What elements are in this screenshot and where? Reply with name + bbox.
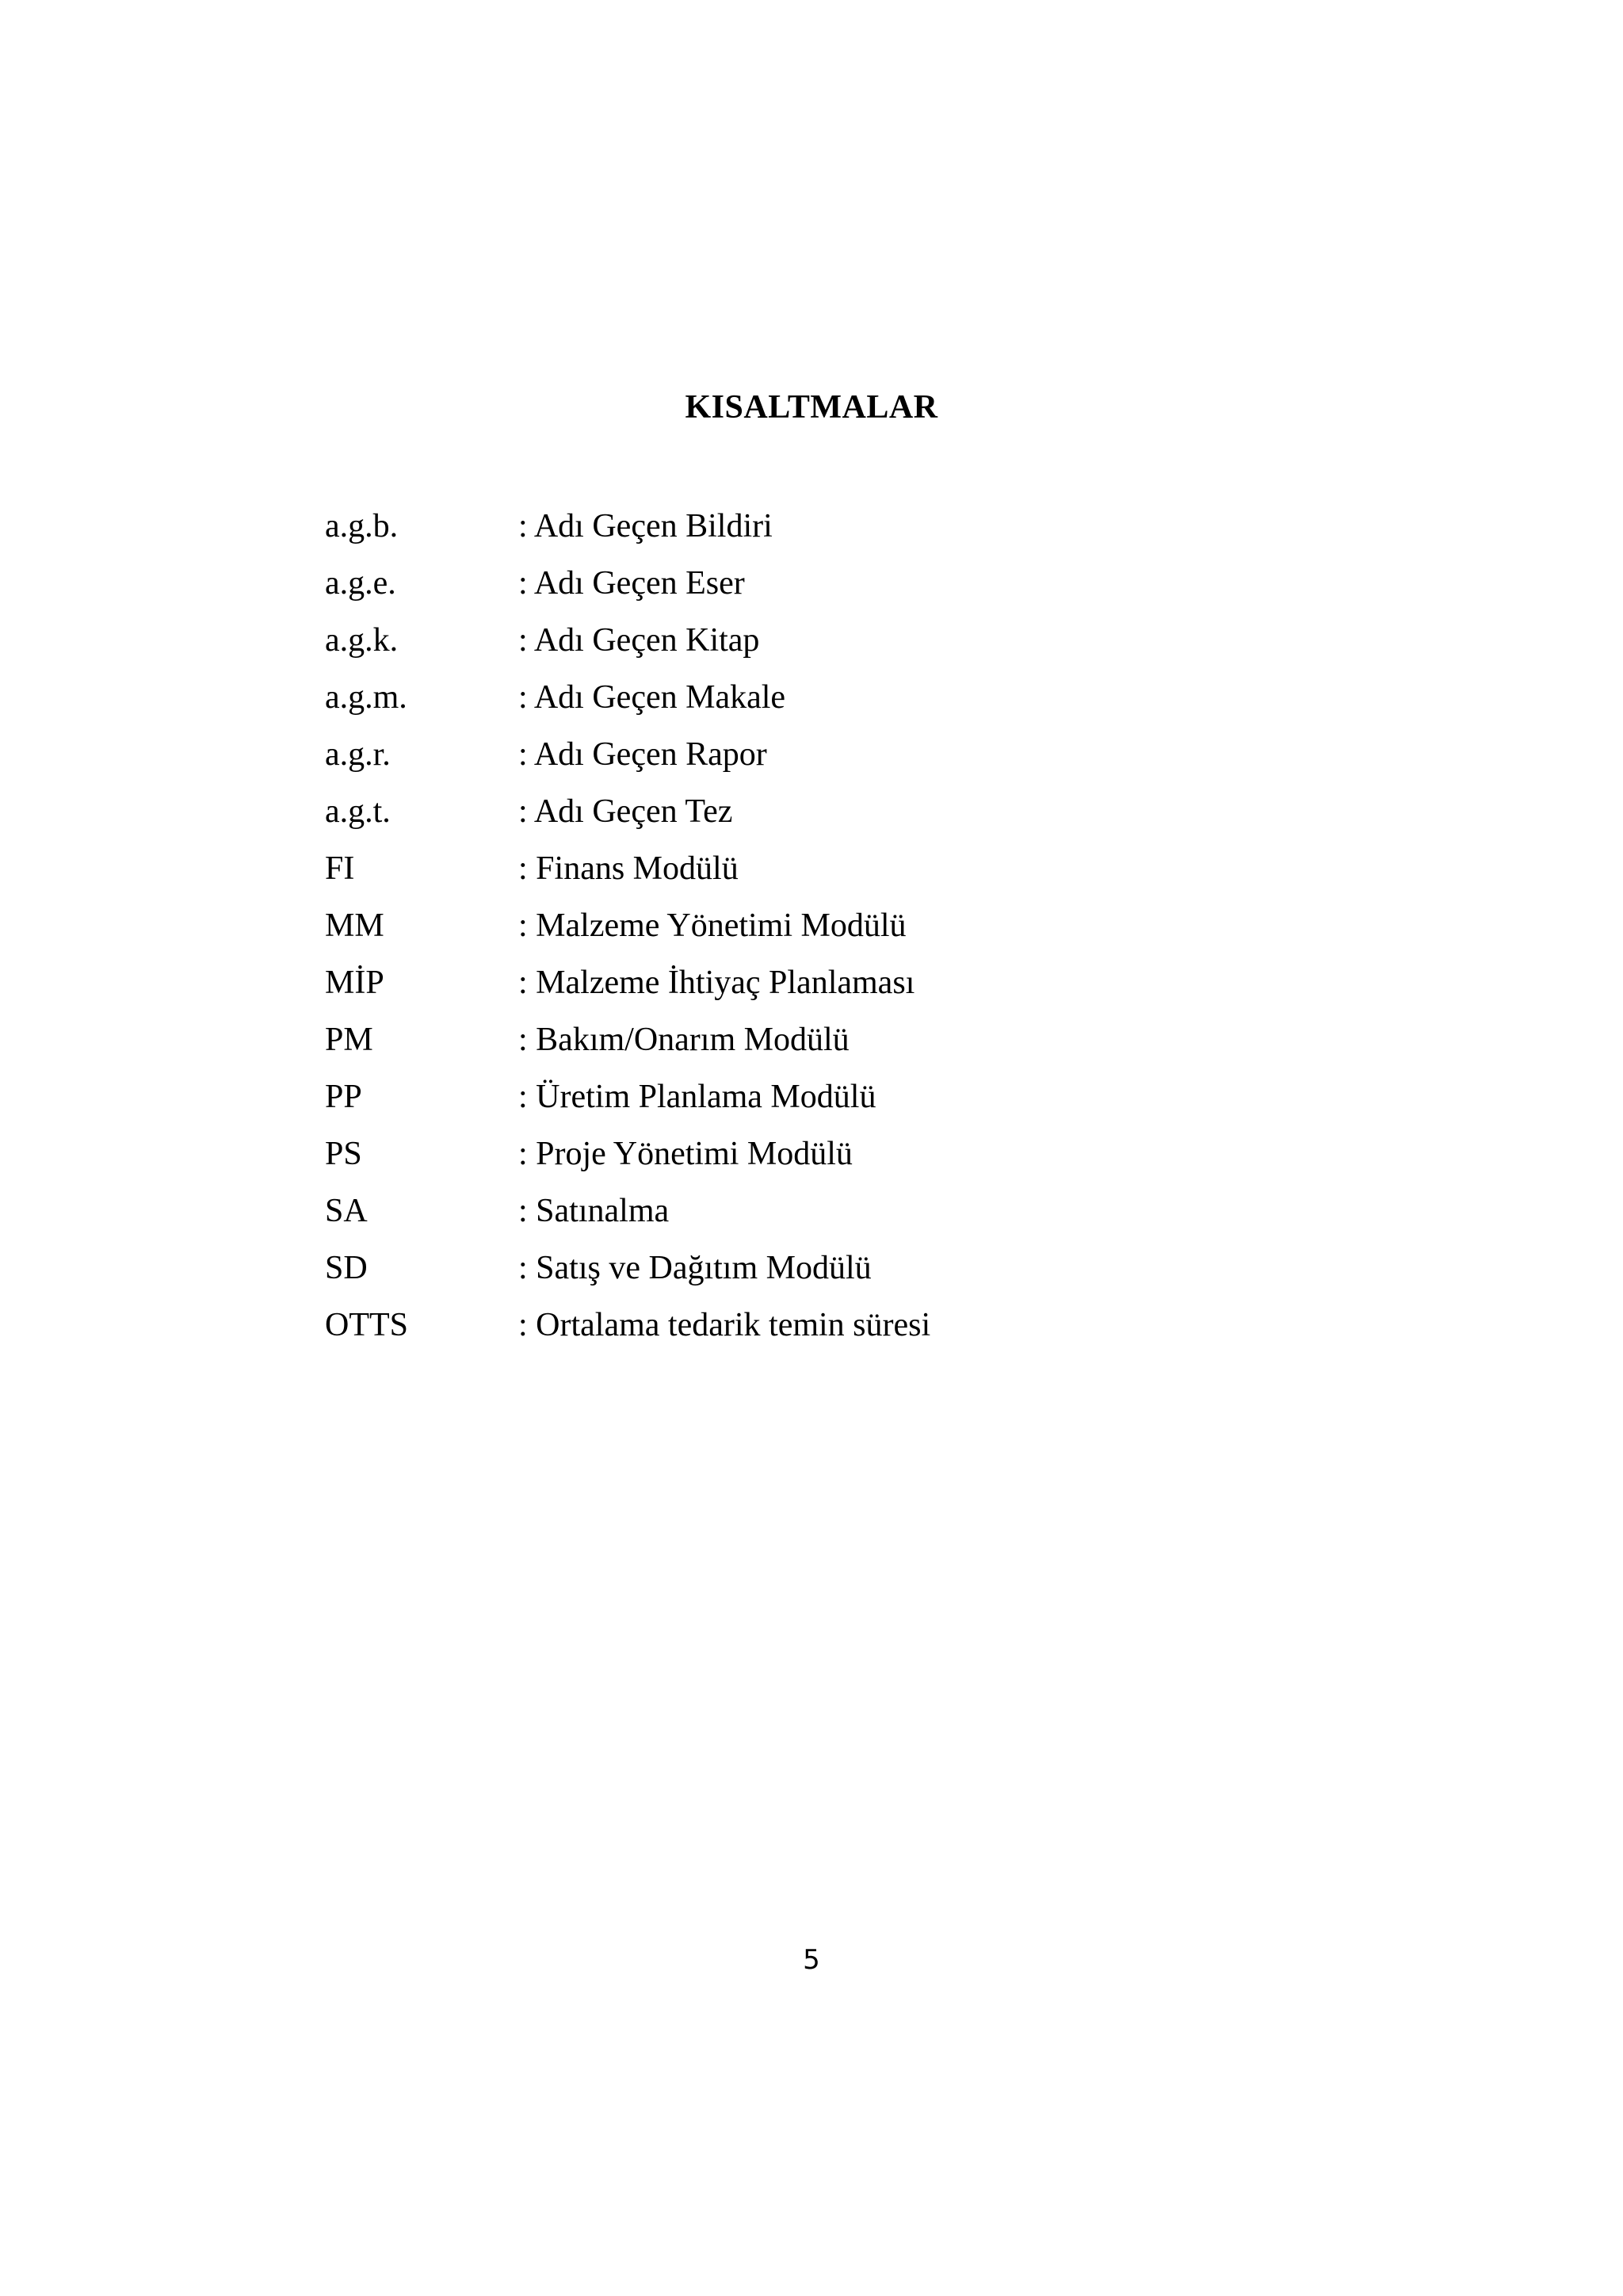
abbreviation-term: a.g.k. [325,622,399,659]
abbreviation-definition: : Proje Yönetimi Modülü [518,1136,853,1172]
abbreviation-term: MM [325,907,384,944]
list-item [325,555,1434,612]
abbreviation-definition: : Malzeme İhtiyaç Planlaması [518,965,915,1001]
abbreviation-term: a.g.b. [325,508,399,544]
abbreviation-definition: : Adı Geçen Kitap [518,622,760,659]
abbreviation-definition: : Adı Geçen Tez [518,793,733,830]
abbreviation-definition: : Üretim Planlama Modülü [518,1079,876,1115]
list-item [325,1182,1434,1240]
list-item [325,1240,1434,1297]
abbreviation-definition: : Finans Modülü [518,850,739,887]
list-item [325,954,1434,1011]
page-number: 5 [803,1944,820,1976]
list-item [325,1068,1434,1125]
abbreviation-term: FI [325,850,355,887]
abbreviation-definition: : Bakım/Onarım Modülü [518,1022,850,1058]
abbreviation-term: SA [325,1193,368,1229]
abbreviation-definition: : Adı Geçen Rapor [518,736,767,773]
abbreviation-term: PM [325,1022,373,1058]
abbreviation-term: a.g.e. [325,565,396,602]
list-item [325,783,1434,840]
abbreviation-term: a.g.r. [325,736,391,773]
abbreviation-term: MİP [325,965,384,1001]
abbreviation-list [325,498,1434,1354]
abbreviation-term: OTTS [325,1307,408,1343]
abbreviation-definition: : Satış ve Dağıtım Modülü [518,1250,872,1286]
list-item [325,669,1434,726]
abbreviation-term: SD [325,1250,368,1286]
list-item [325,1011,1434,1068]
abbreviation-definition: : Satınalma [518,1193,670,1229]
list-item [325,498,1434,555]
list-item [325,840,1434,897]
abbreviation-definition: : Ortalama tedarik temin süresi [518,1307,931,1343]
list-item [325,1297,1434,1354]
abbreviation-term: a.g.t. [325,793,391,830]
list-item [325,897,1434,954]
abbreviation-term: PP [325,1079,362,1115]
list-item [325,1125,1434,1182]
abbreviation-term: PS [325,1136,362,1172]
page-title: KISALTMALAR [685,389,938,426]
list-item [325,612,1434,669]
abbreviation-definition: : Malzeme Yönetimi Modülü [518,907,907,944]
abbreviation-term: a.g.m. [325,679,407,716]
list-item [325,726,1434,783]
abbreviation-definition: : Adı Geçen Makale [518,679,786,716]
abbreviation-definition: : Adı Geçen Bildiri [518,508,773,544]
abbreviation-definition: : Adı Geçen Eser [518,565,745,602]
